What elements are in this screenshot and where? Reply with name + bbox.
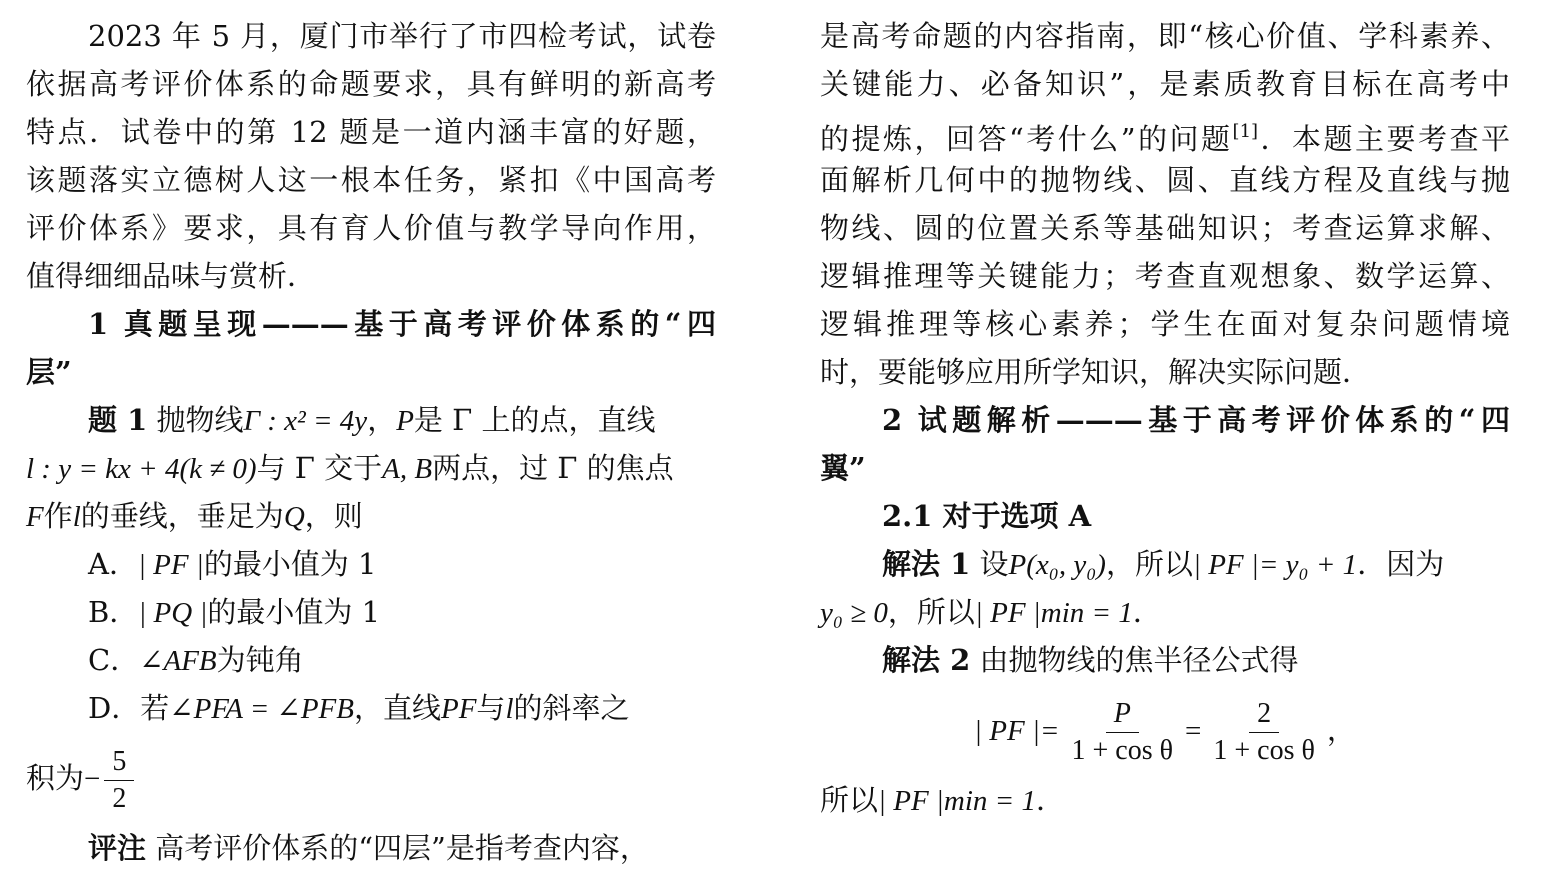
method-1-label: 解法 1 [882,547,971,581]
problem-text: 的垂线，垂足为 [80,499,284,533]
right-line-4: 面解析几何中的抛物线、圆、直线方程及直线与抛 [820,163,1510,197]
formula-fraction-1-denominator: 1 + cos θ [1071,734,1174,766]
problem-text: 与 Γ 交于 [256,451,383,485]
fraction-five-halves [104,744,134,817]
formula-fraction-2-denominator: 1 + cos θ [1213,734,1315,766]
option-a [26,540,716,588]
right-line-6: 逻辑推理等关键能力；考查直观想象、数学运算、 [820,259,1510,293]
formula-fraction-2 [1205,696,1323,769]
method-2-text: 由抛物线的焦半径公式得 [979,643,1299,677]
option-b-math: | PQ | [138,597,208,629]
formula-comma: ， [1326,713,1356,747]
fraction-numerator: 5 [104,744,134,781]
method-2-conclusion [820,776,1510,824]
option-c [26,636,716,684]
option-a-text: 的最小值为 1 [203,547,377,581]
intro-line-2: 依据高考评价体系的命题要求，具有鲜明的新高考 [26,67,716,101]
method-1-cond: y₀ ≥ 0 [820,597,888,629]
method-2-label: 解法 2 [882,643,971,677]
option-d-pf: PF [440,693,477,725]
parabola-equation: Γ : x² = 4y [243,405,368,437]
right-line-5: 物线、圆的位置关系等基础知识；考查运算求解、 [820,211,1510,245]
right-line-3 [820,108,1510,156]
method-2-conclusion-text: 所以 [820,783,879,817]
point-p: P [396,405,414,437]
fraction-denominator: 2 [112,782,127,814]
right-line-3-text-b: ．本题主要考查平 [1258,122,1510,156]
right-line-1: 是高考命题的内容指南，即“核心价值、学科素养、 [820,19,1510,53]
formula-lhs: | PF |= [974,715,1060,747]
option-c-math: ∠AFB [139,645,217,677]
section-1-heading: 1 真题呈现———基于高考评价体系的“四 [88,307,716,341]
focal-radius-formula [820,684,1510,776]
option-d [26,684,716,732]
option-c-text: 为钝角 [216,643,304,677]
option-d-text: 的斜率之 [513,691,630,725]
option-d-text: 与 [476,691,506,725]
point-q: Q [283,501,305,533]
option-b [26,588,716,636]
option-d-math: ∠PFA = ∠PFB [169,693,354,725]
option-b-text: 的最小值为 1 [207,595,381,629]
note-text: 高考评价体系的“四层”是指考查内容， [155,831,649,865]
option-a-math: | PF | [137,549,204,581]
formula-fraction-1 [1064,696,1182,769]
right-line-7: 逻辑推理等核心素养；学生在面对复杂问题情境 [820,307,1510,341]
line-equation: l : y = kx + 4(k ≠ 0) [26,453,257,485]
method-1-point: P(x₀, y₀) [1008,549,1106,581]
problem-text: ，则 [304,499,363,533]
subsection-2-1: 2.1 对于选项 A [882,499,1092,533]
problem-line-2 [26,444,716,492]
note-label: 评注 [88,831,147,865]
problem-line-3 [26,492,716,540]
right-line-3-text: 的提炼，回答“考什么”的问题 [820,122,1233,156]
option-d-cont [26,732,716,824]
method-1-line-2 [820,588,1510,636]
problem-text: 作 [43,499,73,533]
option-c-prefix: C． [88,643,140,677]
minus-sign: − [84,763,101,795]
option-d-l: l [505,693,514,725]
intro-line-5: 评价体系》要求，具有育人价值与教学导向作用， [26,211,716,245]
problem-text: 两点，过 Γ 的焦点 [432,451,674,485]
problem-line-1 [26,396,716,444]
right-line-2: 关键能力、必备知识”，是素质教育目标在高考中 [820,67,1510,101]
right-column [820,12,1510,824]
problem-label: 题 1 [88,403,148,437]
method-2-conclusion-end: ． [1035,783,1065,817]
method-1-text: 设 [979,547,1009,581]
intro-line-3: 特点．试卷中的第 12 题是一道内涵丰富的好题， [26,115,716,149]
method-1-result: | PF |min = 1 [974,597,1133,629]
problem-text: ， [367,403,397,437]
focus-f: F [26,501,44,533]
method-1-line-1 [820,540,1510,588]
intro-line-6: 值得细细品味与赏析． [26,259,317,293]
note-line [26,824,716,872]
line-l: l [72,501,81,533]
left-column [26,12,716,872]
formula-equals: = [1185,715,1202,747]
problem-text: 抛物线 [156,403,244,437]
option-b-prefix: B． [88,595,139,629]
formula-fraction-2-numerator: 2 [1249,696,1279,733]
option-d-text: ，直线 [353,691,441,725]
method-1-eq: | PF |= y₀ + 1 [1192,549,1358,581]
intro-line-4: 该题落实立德树人这一根本任务，紧扣《中国高考 [26,163,716,197]
method-1-text: ． [1132,595,1162,629]
method-1-text: ．因为 [1357,547,1445,581]
option-d-product-text: 积为 [26,761,85,795]
intro-line-1: 2023 年 5 月，厦门市举行了市四检考试，试卷 [88,19,716,53]
method-2-line-1 [820,636,1510,684]
method-1-text: ，所以 [887,595,975,629]
points-ab: A, B [382,453,433,485]
problem-text: 是 Γ 上的点，直线 [413,403,656,437]
citation-ref: [1] [1232,121,1259,142]
section-2-heading: 2 试题解析———基于高考评价体系的“四 [882,403,1510,437]
formula-fraction-1-numerator: P [1106,696,1139,733]
right-line-8: 时，要能够应用所学知识，解决实际问题． [820,355,1372,389]
option-d-prefix: D．若 [88,691,170,725]
option-a-prefix: A． [88,547,138,581]
section-2-heading-cont: 翼” [820,451,866,485]
section-1-heading-cont: 层” [26,355,72,389]
method-2-result: | PF |min = 1 [878,785,1036,817]
method-1-text: ，所以 [1105,547,1193,581]
